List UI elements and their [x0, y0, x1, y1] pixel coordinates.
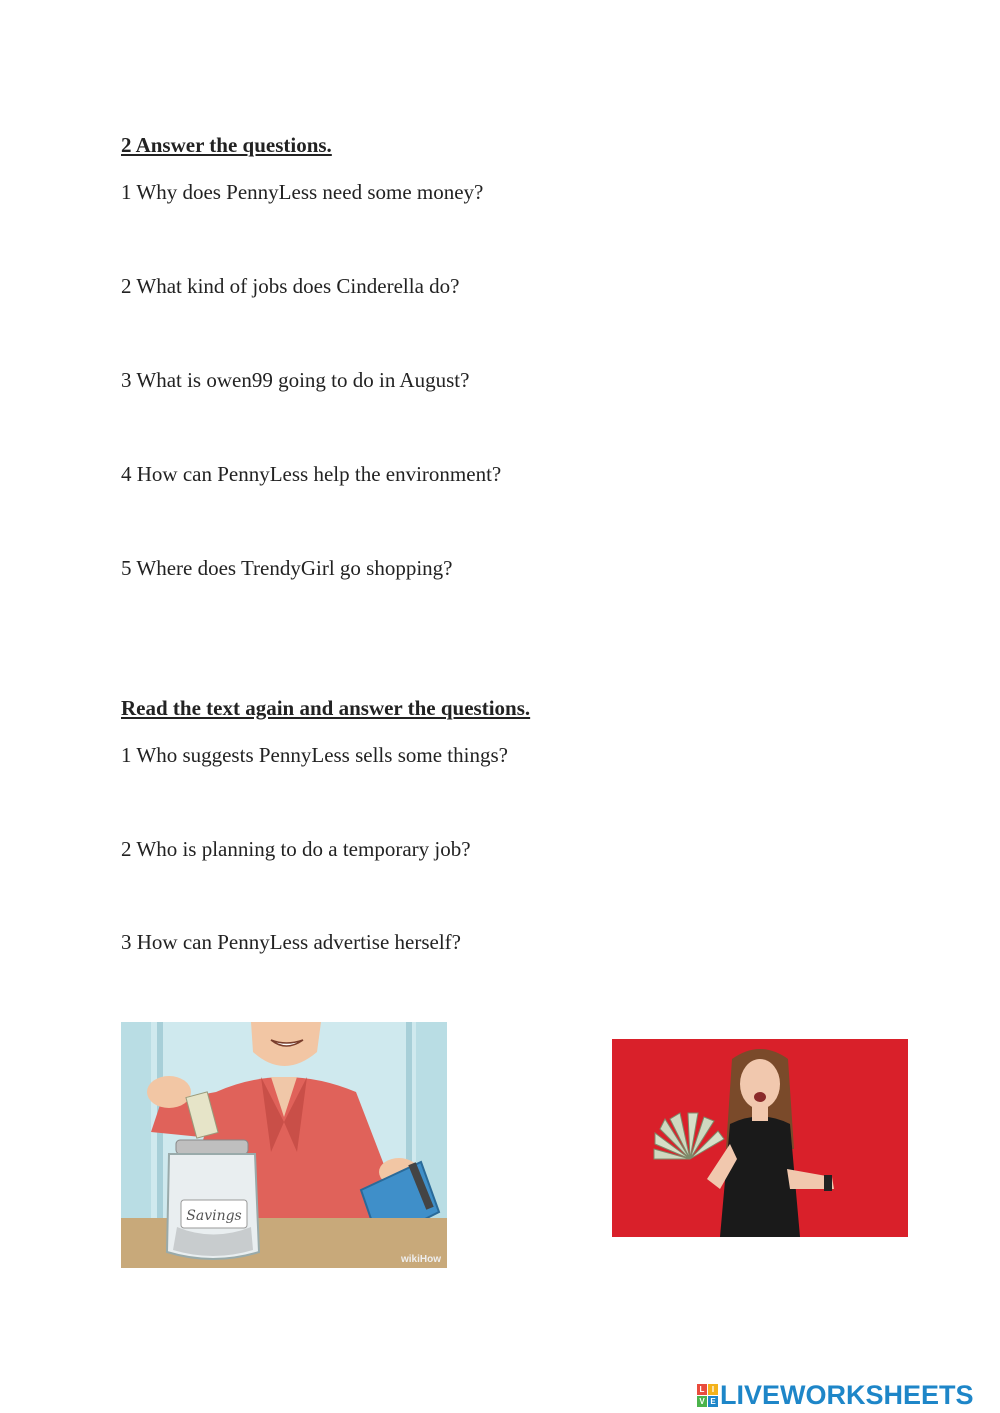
section-1-heading: 2 Answer the questions.	[121, 133, 332, 157]
woman-money-photo	[612, 1039, 908, 1237]
logo-badge-icon: L I V E	[697, 1384, 718, 1407]
question-1-3: 3 What is owen99 going to do in August?	[121, 368, 470, 392]
question-2-3: 3 How can PennyLess advertise herself?	[121, 930, 461, 954]
question-1-1: 1 Why does PennyLess need some money?	[121, 180, 484, 204]
question-1-4: 4 How can PennyLess help the environment?	[121, 462, 502, 486]
liveworksheets-logo	[697, 1380, 974, 1410]
brand-text: LIVEWORKSHEETS	[720, 1379, 974, 1410]
savings-illustration	[121, 1022, 447, 1268]
jar-label: Savings	[186, 1208, 242, 1224]
watermark-text: wikiHow	[400, 1254, 441, 1265]
question-1-5: 5 Where does TrendyGirl go shopping?	[121, 556, 453, 580]
section-2-heading: Read the text again and answer the questions.	[121, 696, 531, 720]
question-1-2: 2 What kind of jobs does Cinderella do?	[121, 274, 460, 298]
question-2-1: 1 Who suggests PennyLess sells some things?	[121, 743, 508, 767]
question-2-2: 2 Who is planning to do a temporary job?	[121, 837, 471, 861]
